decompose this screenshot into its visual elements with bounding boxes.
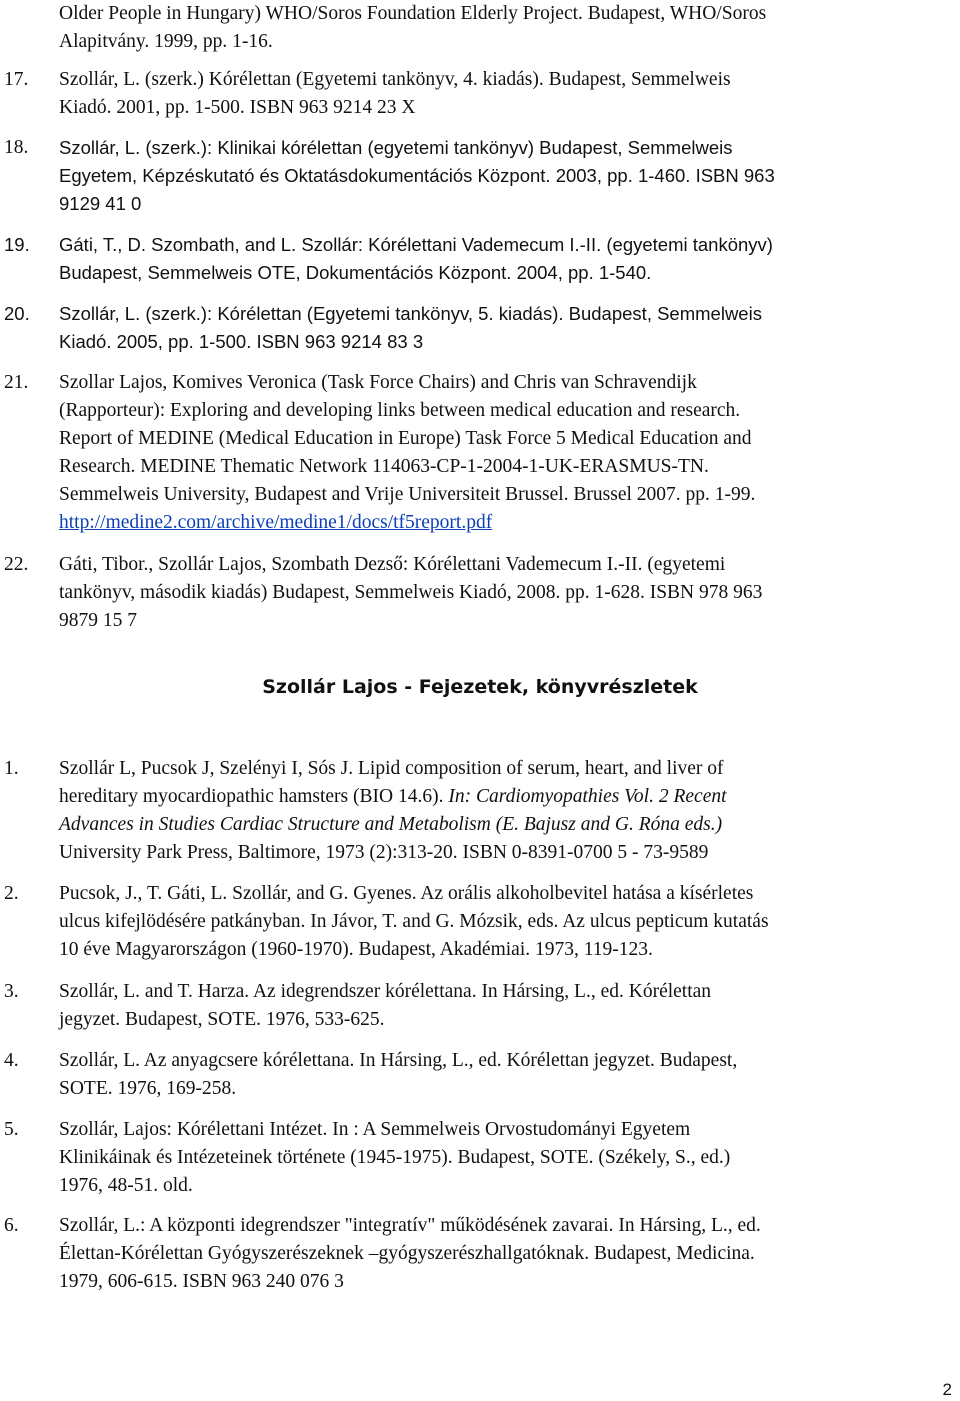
reference-line: Szollár, L.: A központi idegrendszer "integratív" működésének zavarai. In Hársing, L., ed.	[59, 1215, 761, 1236]
reference-line: Szollár, L. Az anyagcsere kórélettana. In Hársing, L., ed. Kórélettan jegyzet. Budapest,	[59, 1050, 738, 1071]
reference-line: Gáti, T., D. Szombath, and L. Szollár: Kórélettani Vademecum I.-II. (egyetemi tankönyv)	[59, 234, 773, 255]
reference-line: Gáti, Tibor., Szollár Lajos, Szombath Dezső: Kórélettani Vademecum I.-II. (egyetemi	[59, 554, 726, 575]
reference-number: 3.	[4, 981, 19, 1002]
reference-number: 17.	[4, 69, 29, 90]
reference-line: Szollár, L. and T. Harza. Az idegrendszer kórélettana. In Hársing, L., ed. Kórélettan	[59, 981, 712, 1002]
book-title-italic: In: Cardiomyopathies Vol. 2 Recent	[448, 786, 727, 807]
reference-number: 22.	[4, 554, 29, 575]
reference-line: hereditary myocardiopathic hamsters (BIO 14.6). In: Cardiomyopathies Vol. 2 Recent	[59, 786, 727, 807]
reference-line: 1976, 48-51. old.	[59, 1175, 193, 1196]
reference-line: Research. MEDINE Thematic Network 114063-CP-1-2004-1-UK-ERASMUS-TN.	[59, 456, 709, 477]
reference-line: Klinikáinak és Intézeteinek története (1945-1975). Budapest, SOTE. (Székely, S., ed.)	[59, 1147, 731, 1168]
page-number: 2	[942, 1380, 952, 1399]
reference-line: (Rapporteur): Exploring and developing links between medical education and research.	[59, 400, 741, 421]
reference-line: Szollár, L. (szerk.) Kórélettan (Egyetemi tankönyv, 4. kiadás). Budapest, Semmelweis	[59, 69, 731, 90]
reference-line: ulcus kifejlödésére patkányban. In Jávor, T. and G. Mózsik, eds. Az ulcus pepticum kutatás	[59, 911, 769, 932]
reference-line: Kiadó. 2005, pp. 1-500. ISBN 963 9214 83 3	[59, 331, 424, 352]
reference-number: 2.	[4, 883, 19, 904]
reference-line: Older People in Hungary) WHO/Soros Foundation Elderly Project. Budapest, WHO/Soros	[59, 3, 767, 24]
reference-line: Szollár, L. (szerk.): Kórélettan (Egyetemi tankönyv, 5. kiadás). Budapest, Semmelweis	[59, 303, 762, 324]
reference-line: Budapest, Semmelweis OTE, Dokumentációs Központ. 2004, pp. 1-540.	[59, 262, 652, 283]
reference-line: 1979, 606-615. ISBN 963 240 076 3	[59, 1271, 344, 1292]
reference-line: tankönyv, második kiadás) Budapest, Semmelweis Kiadó, 2008. pp. 1-628. ISBN 978 963	[59, 582, 763, 603]
reference-number: 19.	[4, 234, 30, 255]
reference-number: 6.	[4, 1215, 19, 1236]
continued-reference	[59, 0, 958, 56]
reference-line: Kiadó. 2001, pp. 1-500. ISBN 963 9214 23 X	[59, 97, 416, 118]
reference-line: Report of MEDINE (Medical Education in Europe) Task Force 5 Medical Education and	[59, 428, 752, 449]
reference-line: Szollár L, Pucsok J, Szelényi I, Sós J. Lipid composition of serum, heart, and liver of	[59, 758, 724, 779]
report-link[interactable]: http://medine2.com/archive/medine1/docs/tf5report.pdf	[59, 512, 493, 533]
reference-line: Advances in Studies Cardiac Structure and Metabolism (E. Bajusz and G. Róna eds.)	[59, 814, 723, 835]
reference-number: 5.	[4, 1119, 19, 1140]
section-heading: Szollár Lajos - Fejezetek, könyvrészletek	[262, 676, 698, 698]
reference-number: 21.	[4, 372, 29, 393]
reference-line: SOTE. 1976, 169-258.	[59, 1078, 237, 1099]
reference-line: 10 éve Magyarországon (1960-1970). Budapest, Akadémiai. 1973, 119-123.	[59, 939, 653, 960]
reference-line: Alapitvány. 1999, pp. 1-16.	[59, 31, 273, 52]
reference-line: Élettan-Kórélettan Gyógyszerészeknek –gyógyszerészhallgatóknak. Budapest, Medicina.	[59, 1243, 755, 1264]
reference-line: Semmelweis University, Budapest and Vrije Universiteit Brussel. Brussel 2007. pp. 1-99.	[59, 484, 756, 505]
reference-line: University Park Press, Baltimore, 1973 (2):313-20. ISBN 0-8391-0700 5 - 73-9589	[59, 842, 709, 863]
reference-number: 20.	[4, 303, 30, 324]
reference-line: jegyzet. Budapest, SOTE. 1976, 533-625.	[59, 1009, 385, 1030]
reference-number: 4.	[4, 1050, 19, 1071]
reference-line: Pucsok, J., T. Gáti, L. Szollár, and G. Gyenes. Az orális alkoholbevitel hatása a kísérletes	[59, 883, 754, 904]
reference-number: 1.	[4, 758, 19, 779]
reference-number: 18.	[4, 137, 29, 158]
reference-line: 9879 15 7	[59, 610, 137, 631]
reference-line: Egyetem, Képzéskutató és Oktatásdokumentációs Központ. 2003, pp. 1-460. ISBN 963	[59, 165, 775, 186]
reference-line: 9129 41 0	[59, 193, 142, 214]
reference-line: Szollar Lajos, Komives Veronica (Task Force Chairs) and Chris van Schravendijk	[59, 372, 697, 393]
reference-line: Szollár, L. (szerk.): Klinikai kórélettan (egyetemi tankönyv) Budapest, Semmelweis	[59, 137, 733, 158]
reference-line: Szollár, Lajos: Kórélettani Intézet. In : A Semmelweis Orvostudományi Egyetem	[59, 1119, 691, 1140]
